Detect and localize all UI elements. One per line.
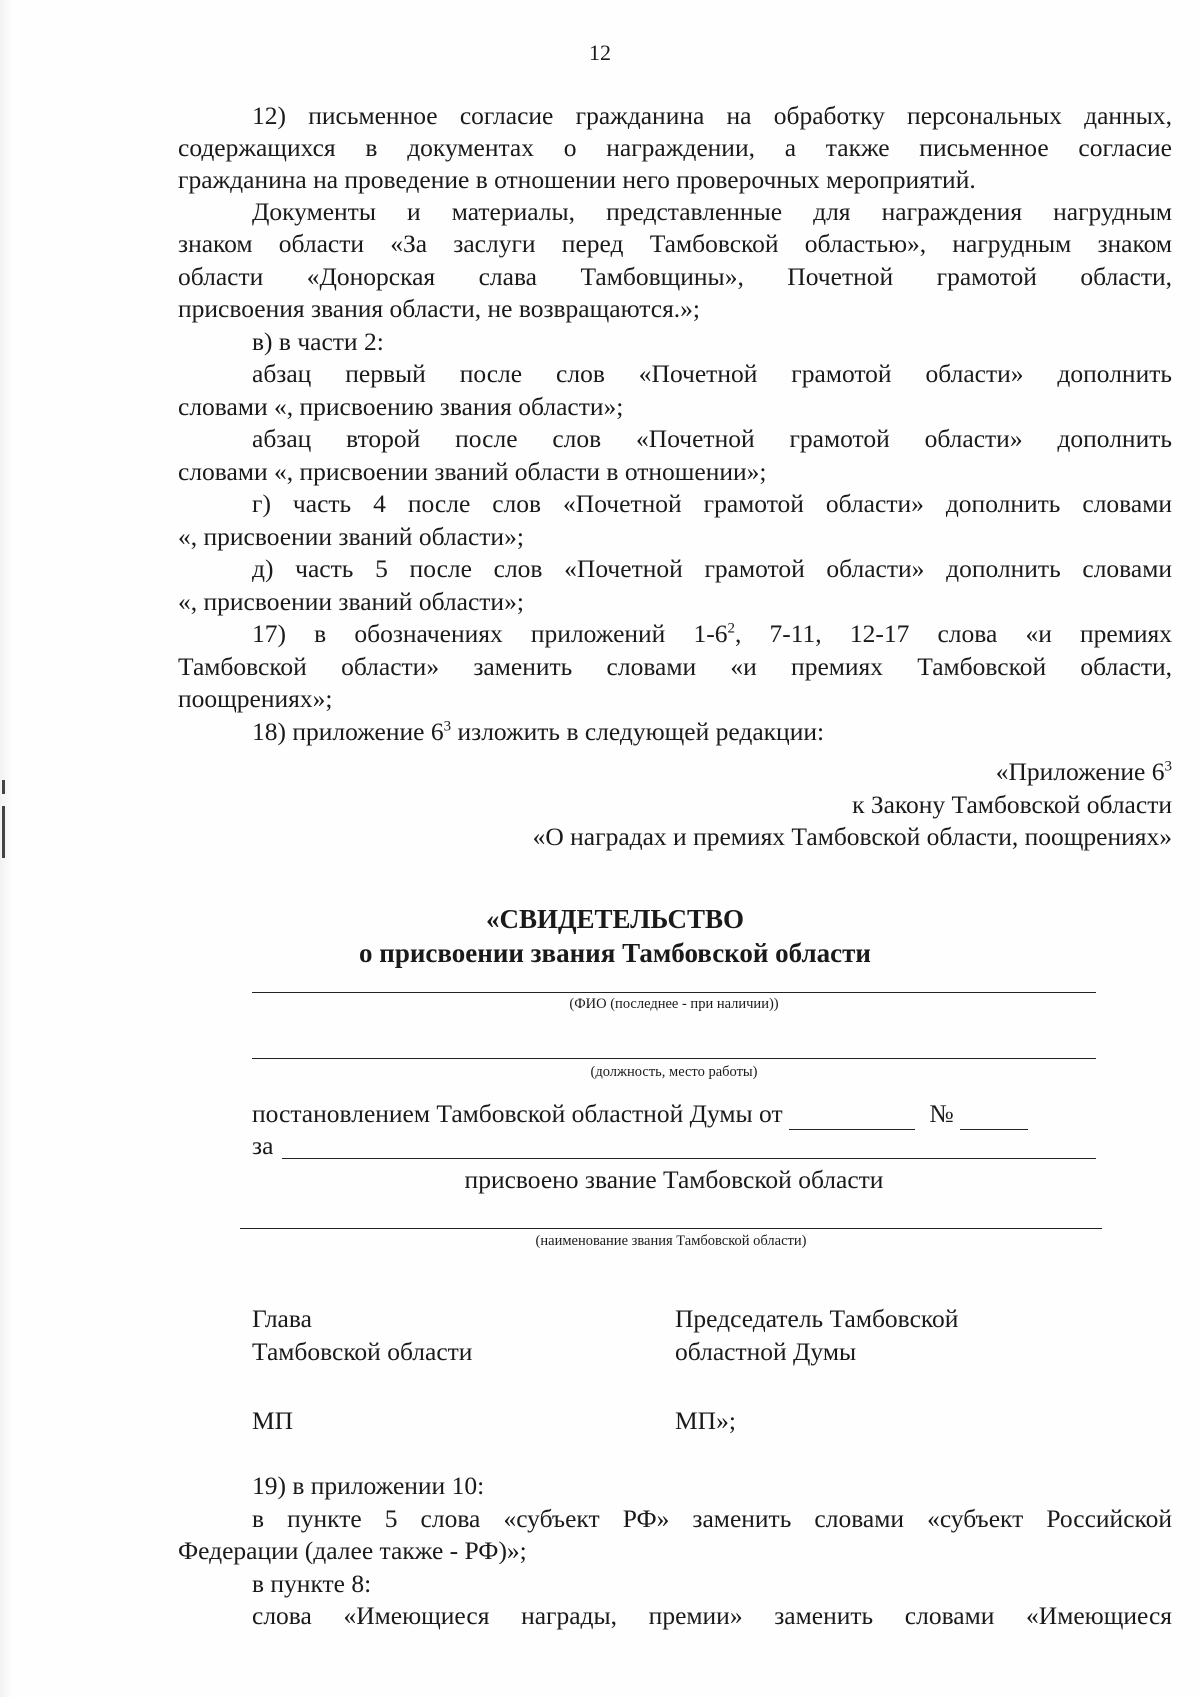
- fio-blank-line: [252, 992, 1096, 993]
- paragraph-line: «, присвоении званий области»;: [178, 522, 524, 551]
- paragraph-line: области «Донорская слава Тамбовщины», Почетной грамотой области,: [178, 262, 1172, 291]
- scan-artifact: [2, 780, 5, 794]
- paragraph-line: слова «Имеющиеся награды, премии» заменить словами «Имеющиеся: [252, 1601, 1172, 1630]
- paragraph-line: [252, 716, 824, 748]
- decree-number-blank: [960, 1105, 1028, 1130]
- signature-left-title: Тамбовской области: [252, 1337, 473, 1366]
- paragraph-line: «, присвоении званий области»;: [178, 587, 524, 616]
- certificate-subtitle: о присвоении звания Тамбовской области: [359, 938, 871, 968]
- superscript: 2: [727, 620, 735, 637]
- paragraph-line: гражданина на проведение в отношении него проверочных мероприятий.: [178, 165, 976, 194]
- decree-date-blank: [789, 1105, 915, 1130]
- decree-for-label: за: [252, 1131, 274, 1160]
- superscript: 3: [443, 718, 452, 735]
- certificate-title: «СВИДЕТЕЛЬСТВО: [485, 904, 745, 934]
- text-run: , 7-11, 12-17 слова «и премиях: [734, 619, 1172, 648]
- paragraph-line: словами «, присвоению звания области»;: [178, 392, 624, 421]
- paragraph-line: абзац первый после слов «Почетной грамотой области» дополнить: [252, 359, 1172, 388]
- paragraph-line: знаком области «За заслуги перед Тамбовской областью», нагрудным знаком: [178, 229, 1172, 258]
- appendix-header-line: «О наградах и премиях Тамбовской области, поощрениях»: [532, 822, 1172, 851]
- position-caption: (должность, место работы): [590, 1064, 758, 1080]
- fio-caption: (ФИО (последнее - при наличии)): [569, 996, 779, 1012]
- paragraph-line: в) в части 2:: [252, 327, 384, 356]
- stamp-place-left: МП: [252, 1406, 294, 1435]
- paragraph-line: Тамбовской области» заменить словами «и премиях Тамбовской области,: [178, 652, 1172, 681]
- position-blank-line: [252, 1058, 1096, 1059]
- title-name-caption: (наименование звания Тамбовской области): [535, 1233, 807, 1249]
- decree-for-blank-line: [282, 1158, 1096, 1159]
- paragraph-line: словами «, присвоении званий области в отношении»;: [178, 457, 767, 486]
- text-run: изложить в следующей редакции:: [451, 717, 825, 746]
- paragraph-line: Федерации (далее также - РФ)»;: [178, 1536, 527, 1565]
- text-run: 18) приложение 6: [252, 717, 444, 746]
- text-run: постановлением Тамбовской областной Думы от: [252, 1099, 783, 1128]
- decree-line: [252, 1098, 1096, 1130]
- paragraph-line: 12) письменное согласие гражданина на обработку персональных данных,: [252, 101, 1172, 130]
- paragraph-line: содержащихся в документах о награждении, а также письменное согласие: [178, 133, 1172, 162]
- paragraph-line: абзац второй после слов «Почетной грамотой области» дополнить: [252, 424, 1172, 453]
- paragraph-line: д) часть 5 после слов «Почетной грамотой области» дополнить словами: [252, 554, 1172, 583]
- text-run: №: [929, 1099, 954, 1128]
- text-run: «Приложение 6: [995, 757, 1165, 786]
- title-name-blank-line: [240, 1228, 1102, 1229]
- appendix-header-line: [600, 756, 1172, 788]
- assigned-text: присвоено звание Тамбовской области: [464, 1165, 884, 1194]
- paragraph-line: в пункте 8:: [252, 1569, 372, 1598]
- text-run: 17) в обозначениях приложений 1-6: [252, 619, 728, 648]
- paragraph-line: в пункте 5 слова «субъект РФ» заменить словами «субъект Российской: [252, 1504, 1172, 1533]
- paragraph-line: [252, 618, 1172, 650]
- paragraph-line: 19) в приложении 10:: [252, 1471, 485, 1500]
- scan-artifact: [2, 806, 5, 858]
- paragraph-line: присвоения звания области, не возвращаются.»;: [178, 294, 701, 323]
- paragraph-line: Документы и материалы, представленные для награждения нагрудным: [252, 197, 1172, 226]
- appendix-header-line: к Закону Тамбовской области: [852, 790, 1172, 819]
- signature-right-title: областной Думы: [675, 1337, 857, 1366]
- paragraph-line: поощрениях»;: [178, 684, 333, 713]
- paragraph-line: г) часть 4 после слов «Почетной грамотой области» дополнить словами: [252, 489, 1172, 518]
- superscript: 3: [1164, 758, 1172, 775]
- signature-right-title: Председатель Тамбовской: [675, 1304, 959, 1333]
- signature-left-title: Глава: [252, 1304, 312, 1333]
- page-number: 12: [589, 40, 611, 65]
- stamp-place-right: МП»;: [675, 1406, 736, 1435]
